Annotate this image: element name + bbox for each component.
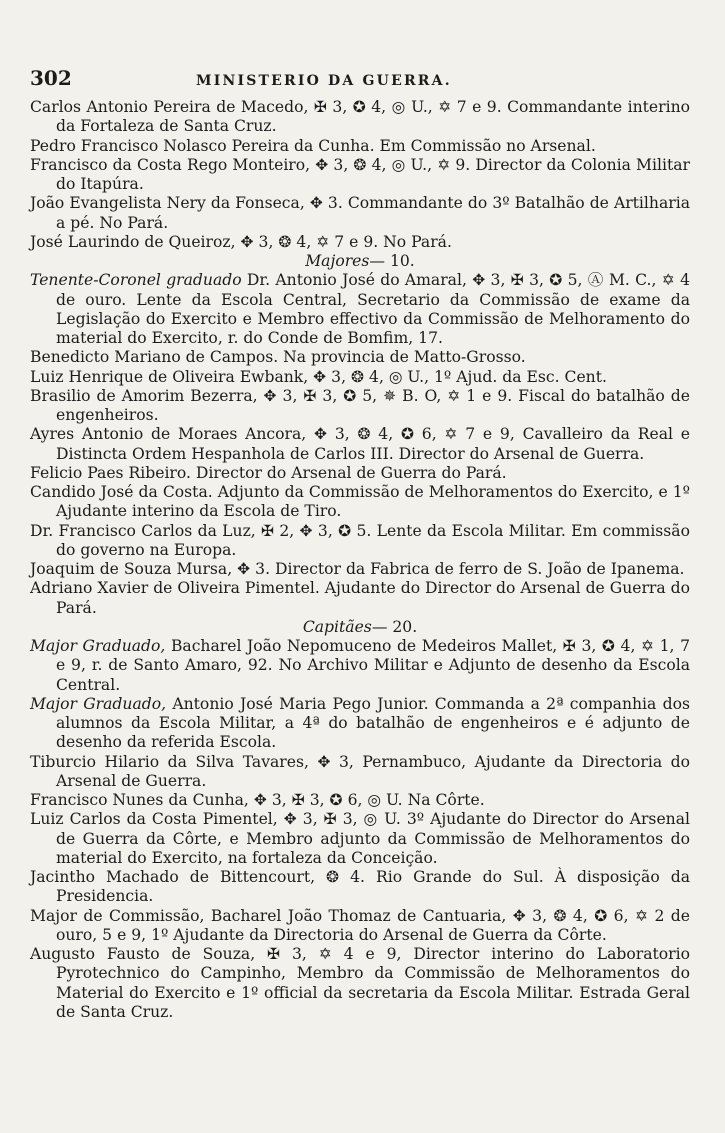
entry-text: Francisco Nunes da Cunha, ✥ 3, ✠ 3, ✪ 6, ◎ U. Na Côrte. (30, 791, 485, 809)
rank-qualifier: Major Graduado, (30, 694, 167, 713)
roster-entry (30, 868, 690, 907)
roster-entry (30, 753, 690, 792)
entry-text: Ayres Antonio de Moraes Ancora, ✥ 3, ❂ 4, ✪ 6, ✡ 7 e 9, Cavalleiro da Real e Distincta Ordem Hespanhola de Carlos III. Director do Arsenal de Guerra. (30, 425, 690, 463)
section-count: — 10. (369, 252, 415, 270)
entry-text: Joaquim de Souza Mursa, ✥ 3. Director da Fabrica de ferro de S. João de Ipanema. (30, 560, 685, 578)
entry-text: Luiz Carlos da Costa Pimentel, ✥ 3, ✠ 3, ◎ U. 3º Ajudante do Director do Arsenal de Guerra da Côrte, e Membro adjunto da Commissão de Melhoramentos do material do Exercito, na fortaleza da Conceição. (30, 810, 690, 867)
roster-entry (30, 425, 690, 464)
roster-entry (30, 522, 690, 561)
entry-text: Dr. Antonio José do Amaral, ✥ 3, ✠ 3, ✪ 5, Ⓐ M. C., ✡ 4 de ouro. Lente da Escola Central, Secretario da Commissão de exame da Legislação do Exercito e Membro effectivo da Commissão de Melhoramento do material do Exercito, r. do Conde de Bomfim, 17. (56, 271, 690, 347)
roster-entry (30, 348, 690, 367)
section-heading (30, 252, 690, 271)
roster-entry (30, 695, 690, 753)
roster-entry (30, 98, 690, 137)
roster-entry (30, 579, 690, 618)
entry-text: Augusto Fausto de Souza, ✠ 3, ✡ 4 e 9, Director interino do Laboratorio Pyrotechnico do Campinho, Membro da Commissão de Melhoramentos do Material do Exercito e 1º official da secretaria da Escola Militar. Estrada Geral de Santa Cruz. (30, 945, 690, 1021)
roster-entry (30, 945, 690, 1022)
entry-text: Carlos Antonio Pereira de Macedo, ✠ 3, ✪ 4, ◎ U., ✡ 7 e 9. Commandante interino da Fortaleza de Santa Cruz. (30, 98, 690, 136)
entry-text: Benedicto Mariano de Campos. Na provincia de Matto-Grosso. (30, 348, 526, 367)
entry-text: Brasilio de Amorim Bezerra, ✥ 3, ✠ 3, ✪ 5, ✵ B. O, ✡ 1 e 9. Fiscal do batalhão de engenheiros. (30, 386, 690, 424)
roster-entry (30, 791, 690, 810)
entry-text: Tiburcio Hilario da Silva Tavares, ✥ 3, Pernambuco, Ajudante da Directoria do Arsenal de Guerra. (30, 752, 690, 790)
entry-text: Francisco da Costa Rego Monteiro, ✥ 3, ❂ 4, ◎ U., ✡ 9. Director da Colonia Militar do Itapúra. (30, 155, 690, 193)
roster-entry (30, 637, 690, 695)
entry-text: Bacharel João Nepomuceno de Medeiros Mallet, ✠ 3, ✪ 4, ✡ 1, 7 e 9, r. de Santo Amaro, 92. No Archivo Militar e Adjunto de desenho da Escola Central. (56, 637, 690, 694)
roster-entry (30, 810, 690, 868)
running-title: MINISTERIO DA GUERRA. (196, 73, 452, 89)
entry-text: Antonio José Maria Pego Junior. Commanda a 2ª companhia dos alumnos da Escola Militar, a 4ª do batalhão de engenheiros e é adjunto de desenho da referida Escola. (56, 694, 690, 752)
entry-text: Candido José da Costa. Adjunto da Commissão de Melhoramentos do Exercito, e 1º Ajudante interino da Escola de Tiro. (30, 483, 690, 521)
roster-entry (30, 368, 690, 387)
entry-text: Adriano Xavier de Oliveira Pimentel. Ajudante do Director do Arsenal de Guerra do Pará. (30, 579, 690, 617)
roster-entry (30, 271, 690, 348)
roster-entry (30, 137, 690, 156)
body-text (30, 98, 690, 1022)
entry-text: Luiz Henrique de Oliveira Ewbank, ✥ 3, ❂ 4, ◎ U., 1º Ajud. da Esc. Cent. (30, 367, 607, 386)
entry-text: José Laurindo de Queiroz, ✥ 3, ❂ 4, ✡ 7 e 9. No Pará. (30, 232, 452, 251)
entry-text: Jacintho Machado de Bittencourt, ❂ 4. Rio Grande do Sul. À disposição da Presidencia. (30, 868, 690, 906)
page (30, 66, 690, 1022)
page-number: 302 (30, 66, 72, 90)
roster-entry (30, 233, 690, 252)
entry-text: João Evangelista Nery da Fonseca, ✥ 3. Commandante do 3º Batalhão de Artilharia a pé. No Pará. (30, 194, 690, 232)
section-title: Majores (305, 252, 370, 270)
page-header (30, 66, 690, 96)
rank-qualifier: Major Graduado, (30, 637, 166, 655)
roster-entry (30, 483, 690, 522)
roster-entry (30, 560, 690, 579)
section-title: Capitães (302, 617, 372, 636)
roster-entry (30, 907, 690, 946)
rank-qualifier: Tenente-Coronel graduado (30, 271, 242, 290)
roster-entry (30, 464, 690, 483)
roster-entry (30, 194, 690, 233)
roster-entry (30, 156, 690, 195)
entry-text: Dr. Francisco Carlos da Luz, ✠ 2, ✥ 3, ✪ 5. Lente da Escola Militar. Em commissão do governo na Europa. (30, 521, 690, 559)
entry-text: Felicio Paes Ribeiro. Director do Arsenal de Guerra do Pará. (30, 463, 507, 482)
roster-entry (30, 387, 690, 426)
entry-text: Major de Commissão, Bacharel João Thomaz de Cantuaria, ✥ 3, ❂ 4, ✪ 6, ✡ 2 de ouro, 5 e 9, 1º Ajudante da Directoria do Arsenal de Guerra da Côrte. (30, 906, 690, 944)
section-count: — 20. (371, 617, 418, 636)
entry-text: Pedro Francisco Nolasco Pereira da Cunha. Em Commissão no Arsenal. (30, 136, 596, 155)
section-heading (30, 618, 690, 637)
